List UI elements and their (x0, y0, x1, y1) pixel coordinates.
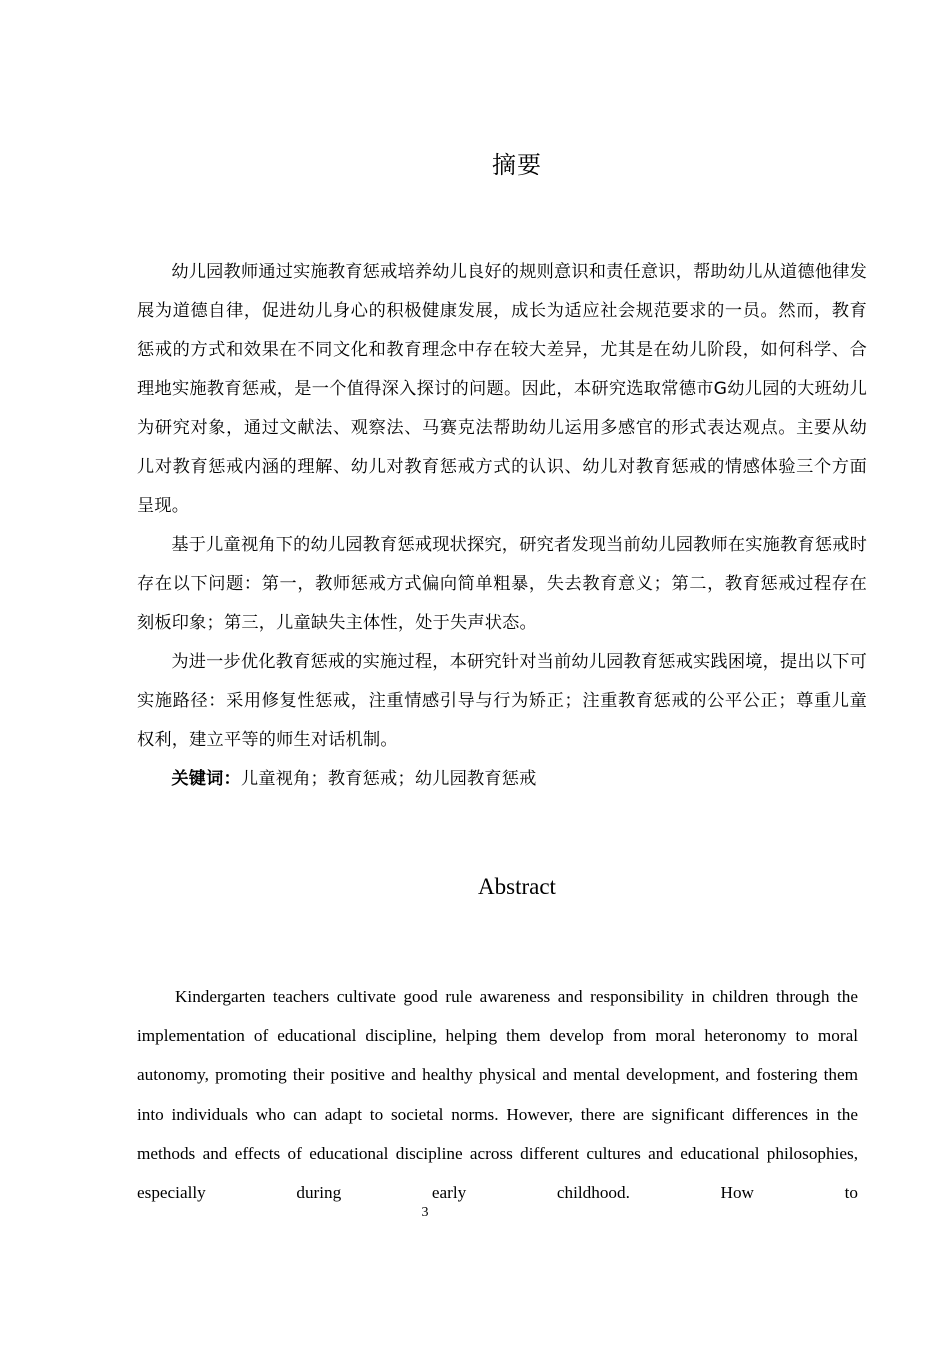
keywords-label: 关键词： (171, 769, 241, 789)
abstract-body-cn (137, 253, 867, 799)
abstract-paragraph-cn-3: 为进一步优化教育惩戒的实施过程，本研究针对当前幼儿园教育惩戒实践困境，提出以下可实施路径：采用修复性惩戒，注重情感引导与行为矫正；注重教育惩戒的公平公正；尊重儿童权利，建立平等的师生对话机制。 (137, 652, 867, 750)
keywords-line (137, 760, 867, 799)
keywords-text: 儿童视角；教育惩戒；幼儿园教育惩戒 (240, 769, 537, 789)
abstract-paragraph-cn-1: 幼儿园教师通过实施教育惩戒培养幼儿良好的规则意识和责任意识，帮助幼儿从道德他律发展为道德自律，促进幼儿身心的积极健康发展，成长为适应社会规范要求的一员。然而，教育惩戒的方式和效果在不同文化和教育理念中存在较大差异，尤其是在幼儿阶段，如何科学、合理地实施教育惩戒，是一个值得深入探讨的问题。因此，本研究选取常德市G幼儿园的大班幼儿为研究对象，通过文献法、观察法、马赛克法帮助幼儿运用多感官的形式表达观点。主要从幼儿对教育惩戒内涵的理解、幼儿对教育惩戒方式的认识、幼儿对教育惩戒的情感体验三个方面呈现。 (137, 262, 867, 516)
abstract-body-en (137, 977, 858, 1212)
abstract-paragraph-en: Kindergarten teachers cultivate good rule awareness and responsibility in children through the implementation of educational discipline, helping them develop from moral heteronomy to moral autonomy, promoting their positive and healthy physical and mental development, and fostering them into individuals who can adapt to societal norms. However, there are significant differences in the methods and effects of educational discipline across different cultures and educational philosophies, especially during early childhood. How to (137, 987, 858, 1203)
abstract-title-en: Abstract (478, 874, 556, 899)
page-number: 3 (421, 1205, 429, 1220)
abstract-paragraph-cn-2: 基于儿童视角下的幼儿园教育惩戒现状探究，研究者发现当前幼儿园教师在实施教育惩戒时存在以下问题：第一，教师惩戒方式偏向简单粗暴，失去教育意义；第二，教育惩戒过程存在刻板印象；第三，儿童缺失主体性，处于失声状态。 (137, 535, 867, 633)
abstract-title-cn: 摘要 (492, 151, 542, 179)
